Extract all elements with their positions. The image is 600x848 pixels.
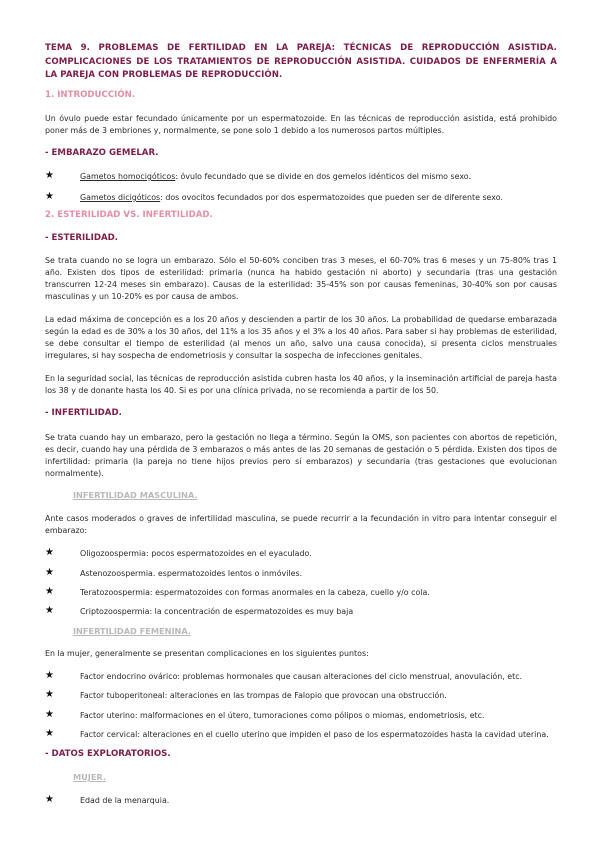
definition: : dos ovocitos fecundados por dos espermatozoides que pueden ser de diferente sexo. [160, 193, 503, 202]
section2-heading: 2. ESTERILIDAD VS. INFERTILIDAD. [45, 210, 213, 220]
intro-paragraph: Un óvulo puede estar fecundado únicamente por un espermatozoide. En las técnicas de reproducción asistida, está prohibido poner más de 3 embriones y, normalmente, se pone solo 1 debido a los numerosos partos múltiples. [45, 114, 557, 135]
star-bullet-icon: ★ [45, 191, 54, 202]
esterilidad-paragraph-2: La edad máxima de concepción es a los 20 años y descienden a partir de los 30 años. La probabilidad de quedarse embarazada según la edad es de 30% a los 30 años, del 11% a los 35 años y el 3% a los 40 años. Para saber si hay problemas de esterilidad, se debe consultar el tiempo de esterilidad (al menos un año, salvo una causa conocida), si presenta ciclos menstruales irregulares, si hay sospecha de endometriosis y consultar la sospecha de infecciones genitales. [45, 315, 557, 360]
document-title: TEMA 9. PROBLEMAS DE FERTILIDAD EN LA PAREJA: TÉCNICAS DE REPRODUCCIÓN ASISTIDA. COMPLICACIONES DE LOS TRATAMIENTOS DE REPRODUCCIÓN ASISTIDA. CUIDADOS DE ENFERMERÍA A LA PAREJA CON PROBLEMAS DE REPRODUCCIÓN. [45, 43, 557, 80]
star-bullet-icon: ★ [45, 170, 54, 181]
infertilidad-femenina-heading: INFERTILIDAD FEMENINA. [73, 626, 191, 636]
star-bullet-icon: ★ [45, 547, 54, 558]
esterilidad-paragraph-1: Se trata cuando no se logra un embarazo. Sólo el 50-60% conciben tras 3 meses, el 60-70% tras 6 meses y un 75-80% tras 1 año. Existen dos tipos de esterilidad: primaria (nunca ha habido gestación ni aborto) y secundaria (tras una gestación transcurren 12-24 meses sin embarazo). Causas de la esterilidad: 35-45% son por causas femeninas, 30-40% son por causas masculinas y un 10-20% es por causa de ambos. [45, 256, 557, 301]
esterilidad-heading: - ESTERILIDAD. [45, 233, 119, 243]
term: Gametos dicigóticos [80, 193, 161, 202]
star-bullet-icon: ★ [45, 794, 54, 805]
mujer-heading: MUJER. [73, 772, 107, 782]
document-page: TEMA 9. PROBLEMAS DE FERTILIDAD EN LA PAREJA: TÉCNICAS DE REPRODUCCIÓN ASISTIDA. COMPLICACIONES DE LOS TRATAMIENTOS DE REPRODUCCIÓN ASISTIDA. CUIDADOS DE ENFERMERÍA A LA PAREJA CON PROBLEMAS DE REPRODUCCIÓN. 1. INTRODUCCIÓN. Un óvulo puede estar fecundado únicamente por un espermatozoide. En las técnicas de reproducción asistida, está prohibido poner más de 3 embriones y, normalmente, se pone solo 1 debido a los numerosos partos múltiples. - EMBARAZO GEMELAR. ★ Gametos homocigóticos: óvulo fecundado que se divide en dos gemelos idénticos del mismo sexo. ★ Gametos dicigóticos: dos ovocitos fecundados por dos espermatozoides que pueden ser de diferente sexo. 2. ESTERILIDAD VS. INFERTILIDAD. - ESTERILIDAD. Se trata cuando no se logra un embarazo. Sólo el 50-60% conciben tras 3 meses, el 60-70% tras 6 meses y un 75-80% tras 1 año. Existen dos tipos de esterilidad: primaria (nunca ha habido gestación ni aborto) y secundaria (tras una gestación transcurren 12-24 meses sin embarazo). Causas de la esterilidad: 35-45% son por causas femeninas, 30-40% son por causas masculinas y un 10-20% es por causa de ambos. La edad máxima de concepción es a los 20 años y descienden a partir de los 30 años. La probabilidad de quedarse embarazada según la edad es de 30% a los 30 años, del 11% a los 35 años y el 3% a los 40 años. Para saber si hay problemas de esterilidad, se debe consultar el tiempo de esterilidad (al menos un año, salvo una causa conocida), si presenta ciclos menstruales irregulares, si hay sospecha de endometriosis y consultar la sospecha de infecciones genitales. En la seguridad social, las técnicas de reproducción asistida cubren hasta los 40 años, y la inseminación artificial de pareja hasta los 38 y de donante hasta los 40. Si es por una clínica privada, no se recomienda a partir de los 50. - INFERTILIDAD. Se trata cuando hay un embarazo, pero la gestación no llega a término. Según la OMS, son pacientes con abortos de repetición, es decir, cuando hay una pérdida de 3 embarazos o más antes de las 20 semanas de gestación o 5 pérdida. Existen dos tipos de infertilidad: primaria (la pareja no tiene hijos previos pero sí embarazos) y secundaria (tras gestaciones que evolucionan normalmente). INFERTILIDAD MASCULINA. Ante casos moderados o graves de infertilidad masculina, se puede recurrir a la fecundación in vitro para intentar conseguir el embarazo: ★ Oligozoospermia: pocos espermatozoides en el eyaculado. ★ Astenozoospermia. espermatozoides lentos o inmóviles. ★ Teratozoospermia: espermatozoides con formas anormales en la cabeza, cuello y/o cola. ★ Criptozoospermia: la concentración de espermatozoides es muy baja INFERTILIDAD FEMENINA. En la mujer, generalmente se presentan complicaciones en los siguientes puntos: ★ Factor endocrino ovárico: problemas hormonales que causan alteraciones del ciclo menstrual, anovulación, etc. ★ Factor tuboperitoneal: alteraciones en las trompas de Falopio que provocan una obstrucción. ★ Factor uterino: malformaciones en el útero, tumoraciones como pólipos o miomas, endometriosis, etc. ★ Factor cervical: alteraciones en el cuello uterino que impiden el paso de los espermatozoides hasta la cavidad uterina. - DATOS EXPLORATORIOS. MUJER. ★ Edad de la menarquia. [45, 43, 557, 805]
intro-heading: 1. INTRODUCCIÓN. [45, 90, 136, 100]
infertilidad-femenina-intro: En la mujer, generalmente se presentan complicaciones en los siguientes puntos: [45, 649, 369, 658]
term: Gametos homocigóticos [80, 172, 176, 181]
datos-exploratorios-heading: - DATOS EXPLORATORIOS. [45, 749, 171, 759]
star-bullet-icon: ★ [45, 670, 54, 681]
infertilidad-masculina-intro: Ante casos moderados o graves de infertilidad masculina, se puede recurrir a la fecundación in vitro para intentar conseguir el embarazo: [45, 514, 557, 535]
esterilidad-paragraph-3: En la seguridad social, las técnicas de reproducción asistida cubren hasta los 40 años, y la inseminación artificial de pareja hasta los 38 y de donante hasta los 40. Si es por una clínica privada, no se recomienda a partir de los 50. [45, 374, 557, 395]
definition: : óvulo fecundado que se divide en dos gemelos idénticos del mismo sexo. [175, 172, 471, 181]
star-bullet-icon: ★ [45, 605, 54, 616]
star-bullet-icon: ★ [45, 728, 54, 739]
infertilidad-paragraph: Se trata cuando hay un embarazo, pero la gestación no llega a término. Según la OMS, son pacientes con abortos de repetición, es decir, cuando hay una pérdida de 3 embarazos o más antes de las 20 semanas de gestación o 5 pérdida. Existen dos tipos de infertilidad: primaria (la pareja no tiene hijos previos pero sí embarazos) y secundaria (tras gestaciones que evolucionan normalmente). [45, 433, 557, 478]
embarazo-gemelar-heading: - EMBARAZO GEMELAR. [45, 148, 159, 158]
infertilidad-heading: - INFERTILIDAD. [45, 408, 122, 418]
star-bullet-icon: ★ [45, 586, 54, 597]
star-bullet-icon: ★ [45, 567, 54, 578]
star-bullet-icon: ★ [45, 709, 54, 720]
star-bullet-icon: ★ [45, 689, 54, 700]
infertilidad-masculina-heading: INFERTILIDAD MASCULINA. [73, 490, 198, 500]
